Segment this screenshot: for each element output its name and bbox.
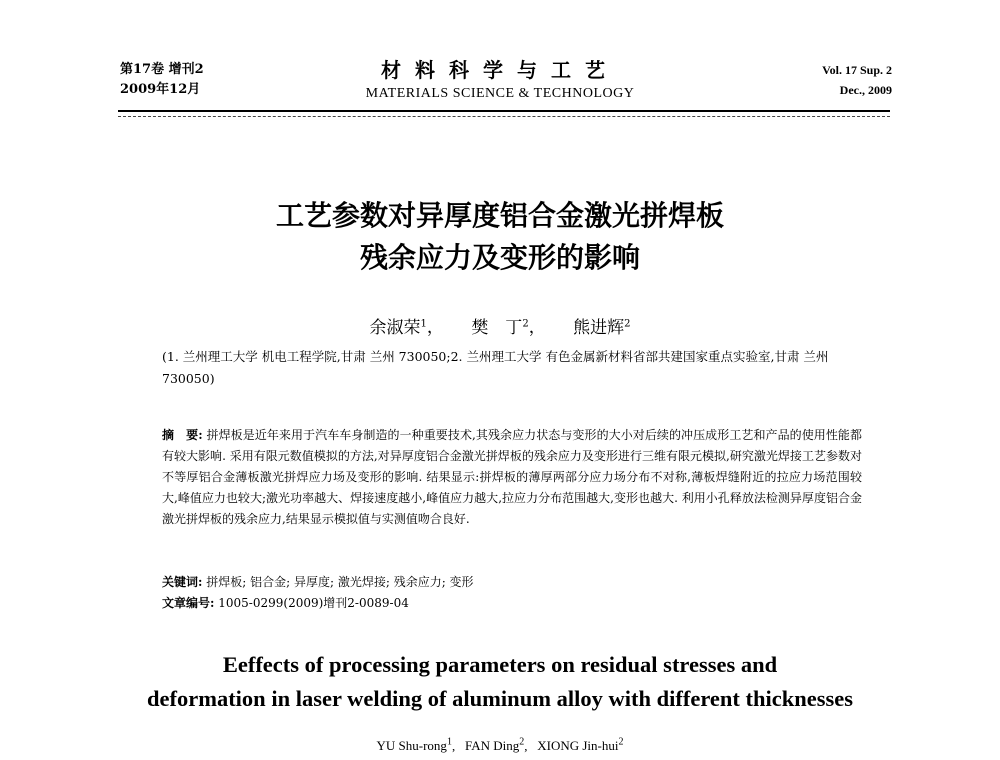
author-cn-2: 樊 丁$^2$ [471, 317, 529, 338]
volume-cn: 第17卷 增刊2 [120, 62, 204, 77]
keywords-cn [162, 572, 862, 593]
journal-title-en: MATERIALS SCIENCE & TECHNOLOGY [365, 86, 635, 101]
paper-title-en [0, 648, 1000, 716]
title-en-line2: deformation in laser welding of aluminum alloy with different thicknesses [146, 686, 854, 711]
keywords-label: 关键词: [162, 575, 203, 589]
author-en-3: XIONG Jin-hui$^2$ [537, 737, 624, 754]
header-rule-bottom [118, 116, 890, 117]
article-number-text: 1005-0299(2009)增刊2-0089-04 [218, 596, 409, 610]
author-cn-1: 余淑荣$^1$ [369, 317, 427, 338]
journal-title-cn: 材料科学与工艺 [381, 58, 619, 82]
title-en-line1: Eeffects of processing parameters on residual stresses and [222, 652, 778, 677]
date-cn: 2009年12月 [120, 82, 201, 97]
title-cn-line1: 工艺参数对异厚度铝合金激光拼焊板 [275, 199, 724, 232]
keywords-text: 拼焊板; 铝合金; 异厚度; 激光焊接; 残余应力; 变形 [206, 575, 474, 589]
title-cn-line2: 残余应力及变形的影响 [359, 241, 640, 274]
authors-en: YU Shu-rong$^1$, FAN Ding$^2$, XIONG Jin-hui$^2$ [376, 737, 624, 754]
abstract-label: 摘 要: [162, 428, 203, 442]
authors-cn [0, 312, 1000, 340]
date-en: Dec., 2009 [839, 83, 892, 97]
article-number [162, 593, 862, 614]
author-cn-3: 熊进辉$^2$ [573, 317, 631, 338]
paper-title-cn [0, 195, 1000, 279]
header-rule-top [118, 110, 890, 112]
affiliation-cn: (1. 兰州理工大学 机电工程学院,甘肃 兰州 730050;2. 兰州理工大学 有色金属新材料省部共建国家重点实验室,甘肃 兰州 730050) [162, 349, 829, 386]
article-number-label: 文章编号: [162, 596, 215, 610]
author-separator: ， [426, 317, 444, 338]
volume-en: Vol. 17 Sup. 2 [822, 63, 892, 77]
author-en-1: YU Shu-rong$^1$ [376, 737, 452, 754]
author-separator: ， [528, 317, 546, 338]
abstract-cn [162, 425, 862, 530]
header-right [822, 60, 892, 100]
abstract-text: 拼焊板是近年来用于汽车车身制造的一种重要技术,其残余应力状态与变形的大小对后续的冲压成形工艺和产品的使用性能都有较大影响. 采用有限元数值模拟的方法,对异厚度铝合金激光拼焊板的残余应力及变形进行三维有限元模拟,研究激光焊接工艺参数对不等厚铝合金薄板激光拼焊应力场及变形的影响. 结果显示:拼焊板的薄厚两部分应力场分布不对称,薄板焊缝附近的拉应力场范围较大,峰值应力也较大;激光功率越大、焊接速度越小,峰值应力越大,拉应力分布范围越大,变形也越大. 利用小孔释放法检测异厚度铝合金激光拼焊板的残余应力,结果显示模拟值与实测值吻合良好. [162, 428, 862, 526]
author-en-2: FAN Ding$^2$ [464, 737, 525, 754]
